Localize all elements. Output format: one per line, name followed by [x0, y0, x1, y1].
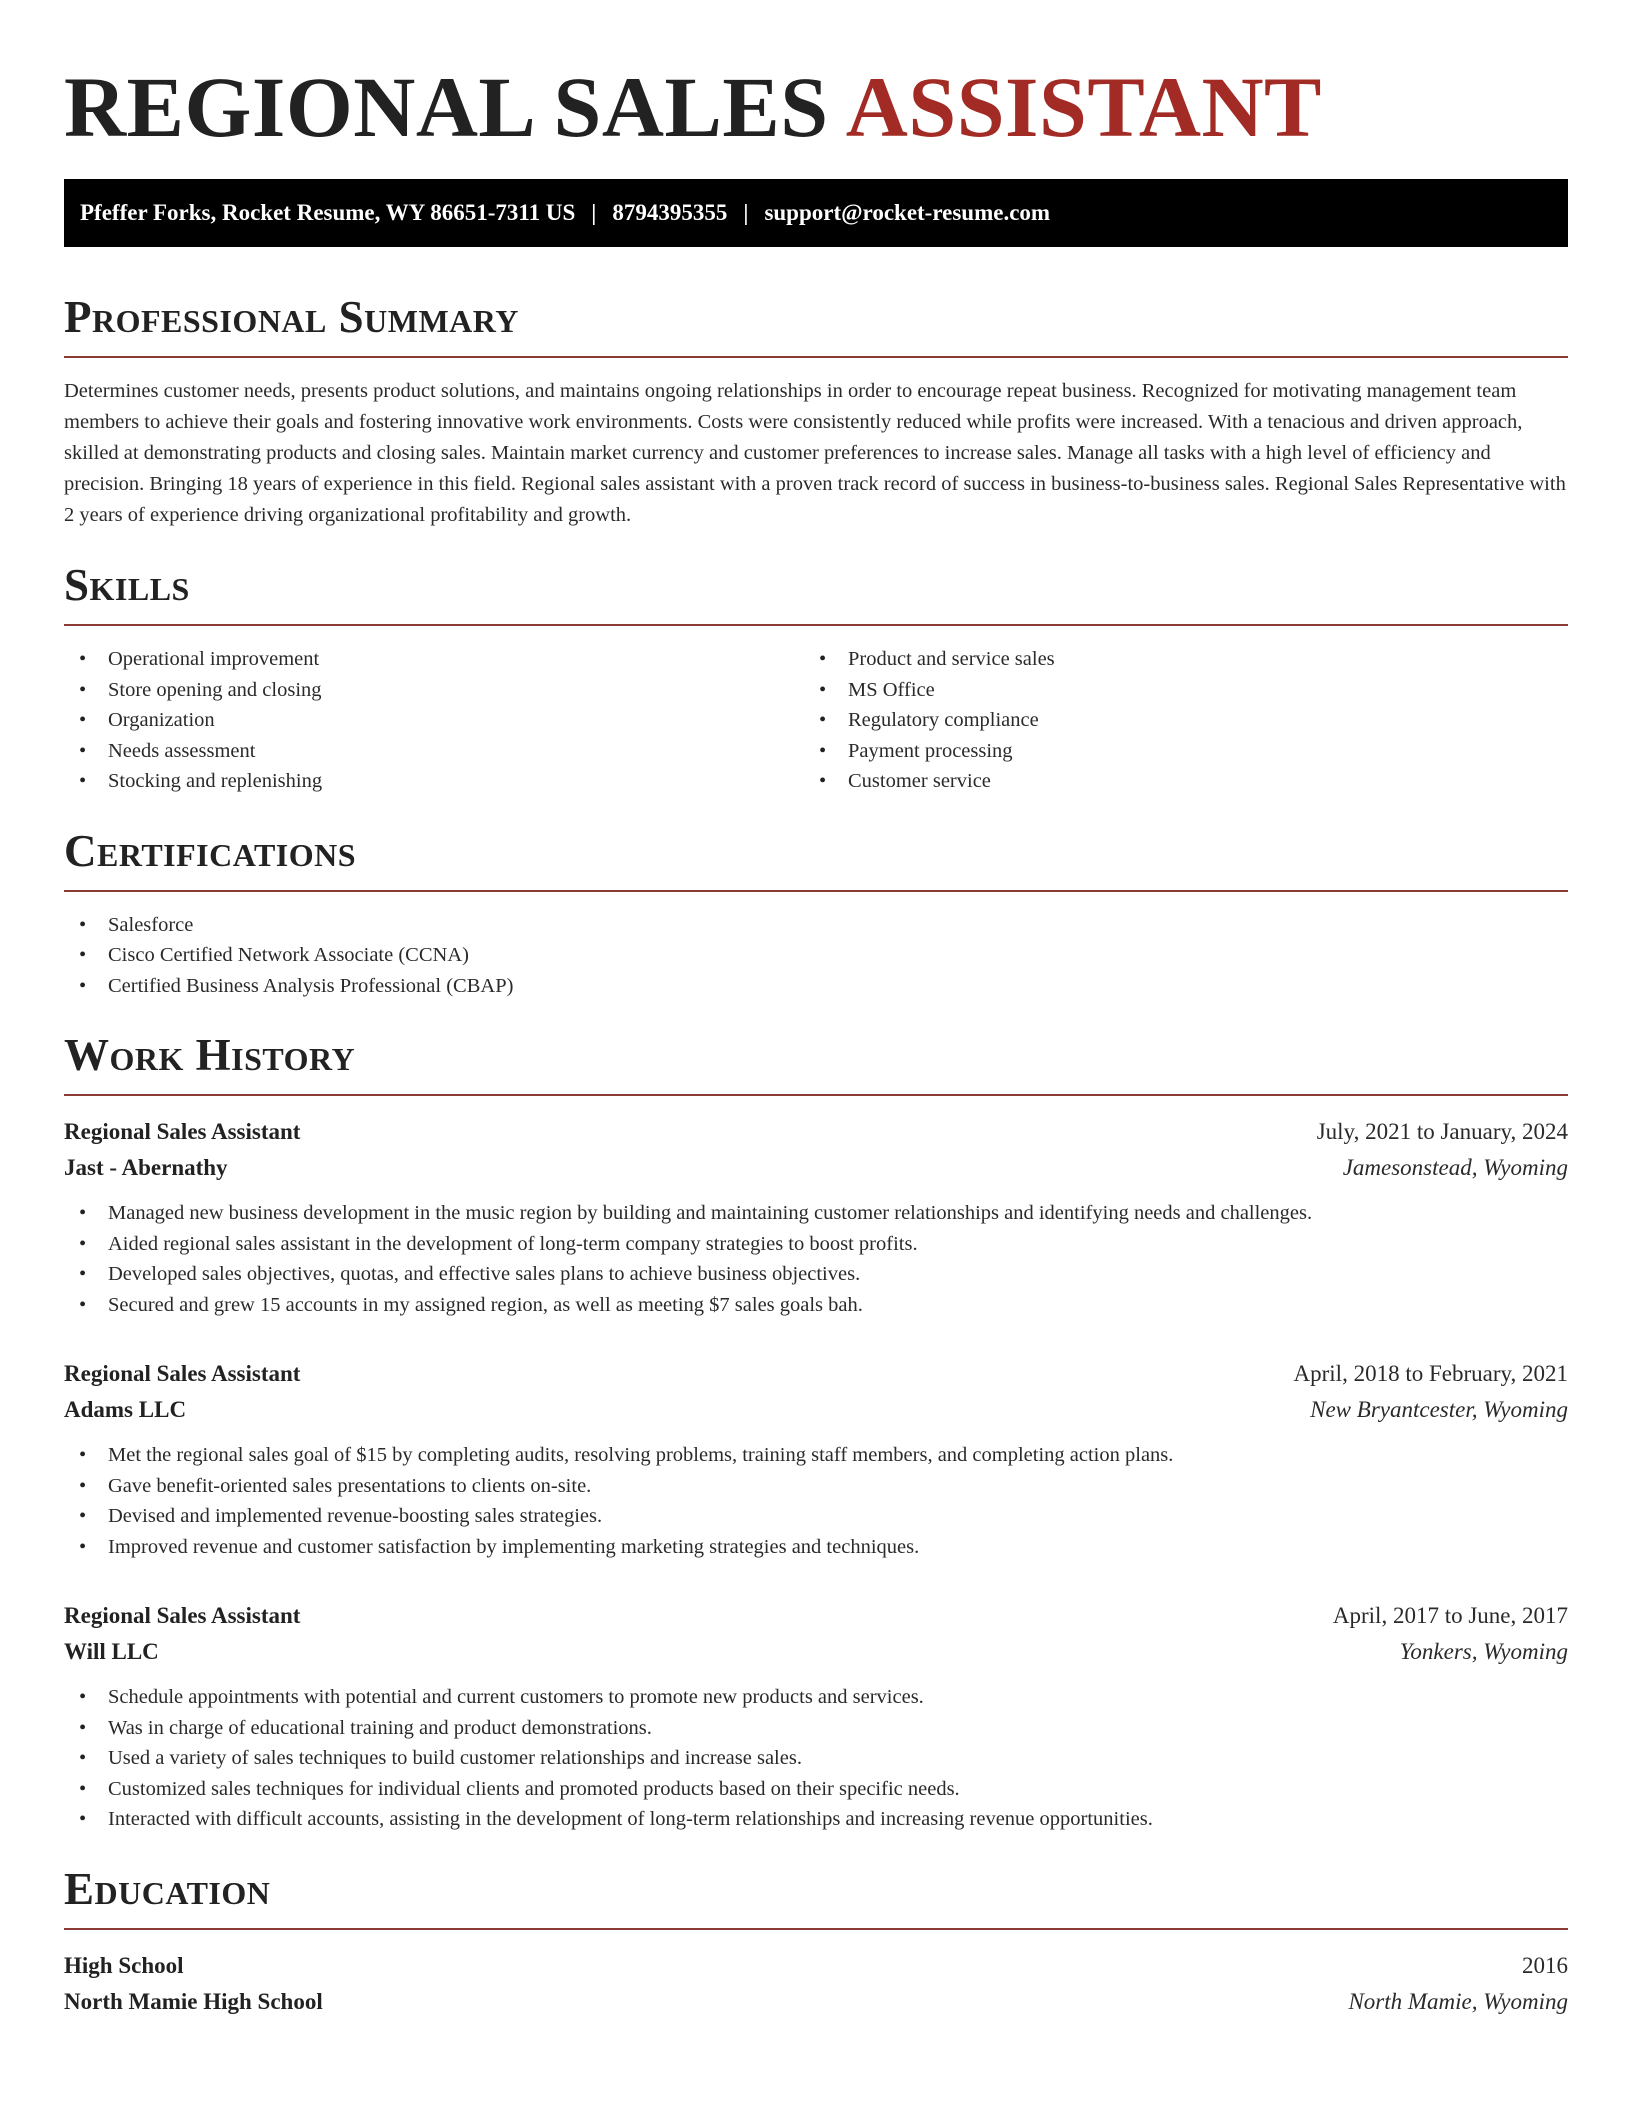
contact-separator: |	[591, 200, 597, 226]
resume-page	[64, 0, 1568, 2020]
job-title-row	[64, 1598, 1568, 1634]
skill-item: • Needs assessment	[64, 736, 804, 767]
job-dates: July, 2021 to January, 2024	[1316, 1119, 1568, 1145]
skills-heading: Skills	[64, 560, 190, 611]
skill-item: • Customer service	[804, 766, 1544, 797]
job-company-row	[64, 1634, 1568, 1670]
certification-item: • Certified Business Analysis Professional (CBAP)	[64, 971, 1568, 1002]
job-company-row	[64, 1150, 1568, 1186]
job-title: Regional Sales Assistant	[64, 1119, 301, 1145]
education-degree-row	[64, 1948, 1568, 1984]
education-year: 2016	[1522, 1952, 1568, 1978]
skill-item: • Organization	[64, 705, 804, 736]
education-school: North Mamie High School	[64, 1988, 323, 2014]
job-company-row	[64, 1392, 1568, 1428]
job-bullet: • Met the regional sales goal of $15 by completing audits, resolving problems, training staff members, and completing action plans.	[64, 1440, 1568, 1471]
job-bullet: • Gave benefit-oriented sales presentations to clients on-site.	[64, 1471, 1568, 1502]
skills-columns	[64, 644, 1568, 797]
skill-item: • Payment processing	[804, 736, 1544, 767]
job-dates: April, 2018 to February, 2021	[1293, 1361, 1568, 1387]
certifications-list	[64, 910, 1568, 1002]
job-bullet: • Aided regional sales assistant in the development of long-term company strategies to boost profits.	[64, 1229, 1568, 1260]
job-location: New Bryantcester, Wyoming	[1310, 1397, 1568, 1423]
job-entry	[64, 1114, 1568, 1320]
job-title-row	[64, 1356, 1568, 1392]
work-history-section	[64, 1030, 1568, 1835]
resume-name	[64, 56, 1568, 159]
summary-section	[64, 292, 1568, 531]
job-bullet: • Developed sales objectives, quotas, and effective sales plans to achieve business objectives.	[64, 1259, 1568, 1290]
education-location: North Mamie, Wyoming	[1348, 1988, 1568, 2014]
job-bullet: • Customized sales techniques for individual clients and promoted products based on their specific needs.	[64, 1774, 1568, 1805]
job-bullet: • Was in charge of educational training and product demonstrations.	[64, 1713, 1568, 1744]
job-bullets	[64, 1682, 1568, 1835]
certifications-heading: Certifications	[64, 825, 357, 876]
certification-item: • Cisco Certified Network Associate (CCNA)	[64, 940, 1568, 971]
certifications-section	[64, 825, 1568, 1002]
section-divider	[64, 1094, 1568, 1096]
skill-item: • Operational improvement	[64, 644, 804, 675]
work-history-heading: Work History	[64, 1030, 356, 1081]
education-school-row	[64, 1984, 1568, 2020]
job-bullet: • Devised and implemented revenue-boosting sales strategies.	[64, 1501, 1568, 1532]
contact-separator: |	[743, 200, 749, 226]
skill-item: • Stocking and replenishing	[64, 766, 804, 797]
job-bullet: • Improved revenue and customer satisfaction by implementing marketing strategies and techniques.	[64, 1532, 1568, 1563]
summary-text: Determines customer needs, presents product solutions, and maintains ongoing relationships in order to encourage repeat business. Recognized for motivating management team members to achieve their goals and fostering innovative work environments. Costs were consistently reduced while profits were increased. With a tenacious and driven approach, skilled at demonstrating products and closing sales. Maintain market currency and customer preferences to increase sales. Manage all tasks with a high level of efficiency and precision. Bringing 18 years of experience in this field. Regional sales assistant with a proven track record of success in business-to-business sales. Regional Sales Representative with 2 years of experience driving organizational profitability and growth.	[64, 380, 1566, 527]
contact-email: support@rocket-resume.com	[764, 200, 1051, 226]
job-title: Regional Sales Assistant	[64, 1603, 301, 1629]
education-heading: Education	[64, 1863, 271, 1914]
section-divider	[64, 890, 1568, 892]
section-divider	[64, 624, 1568, 626]
contact-address: Pfeffer Forks, Rocket Resume, WY 86651-7311 US	[80, 200, 576, 226]
job-bullets	[64, 1440, 1568, 1562]
education-degree: High School	[64, 1952, 184, 1978]
job-bullet: • Interacted with difficult accounts, assisting in the development of long-term relationships and increasing revenue opportunities.	[64, 1804, 1568, 1835]
education-entry	[64, 1948, 1568, 2020]
job-bullet: • Used a variety of sales techniques to build customer relationships and increase sales.	[64, 1743, 1568, 1774]
job-bullets	[64, 1198, 1568, 1320]
section-divider	[64, 1928, 1568, 1930]
job-company: Jast - Abernathy	[64, 1155, 228, 1181]
job-entry	[64, 1598, 1568, 1835]
skill-item: • MS Office	[804, 675, 1544, 706]
name-accent: ASSISTANT	[845, 59, 1322, 155]
job-bullet: • Managed new business development in the music region by building and maintaining customer relationships and identifying needs and challenges.	[64, 1198, 1568, 1229]
skill-item: • Store opening and closing	[64, 675, 804, 706]
job-location: Yonkers, Wyoming	[1399, 1639, 1568, 1665]
skill-item: • Product and service sales	[804, 644, 1544, 675]
job-company: Will LLC	[64, 1639, 159, 1665]
job-entry	[64, 1356, 1568, 1562]
job-title-row	[64, 1114, 1568, 1150]
job-bullet: • Schedule appointments with potential and current customers to promote new products and services.	[64, 1682, 1568, 1713]
job-bullet: • Secured and grew 15 accounts in my assigned region, as well as meeting $7 sales goals bah.	[64, 1290, 1568, 1321]
job-location: Jamesonstead, Wyoming	[1342, 1155, 1568, 1181]
summary-heading: Professional Summary	[64, 292, 519, 343]
job-title: Regional Sales Assistant	[64, 1361, 301, 1387]
skills-list-left	[64, 644, 804, 797]
job-company: Adams LLC	[64, 1397, 187, 1423]
education-section	[64, 1863, 1568, 2020]
skills-section	[64, 560, 1568, 797]
name-main: REGIONAL SALES	[64, 59, 846, 155]
contact-bar	[64, 179, 1568, 247]
skill-item: • Regulatory compliance	[804, 705, 1544, 736]
contact-phone: 8794395355	[612, 200, 728, 226]
skills-list-right	[804, 644, 1544, 797]
certification-item: • Salesforce	[64, 910, 1568, 941]
section-divider	[64, 356, 1568, 358]
job-dates: April, 2017 to June, 2017	[1332, 1603, 1568, 1629]
